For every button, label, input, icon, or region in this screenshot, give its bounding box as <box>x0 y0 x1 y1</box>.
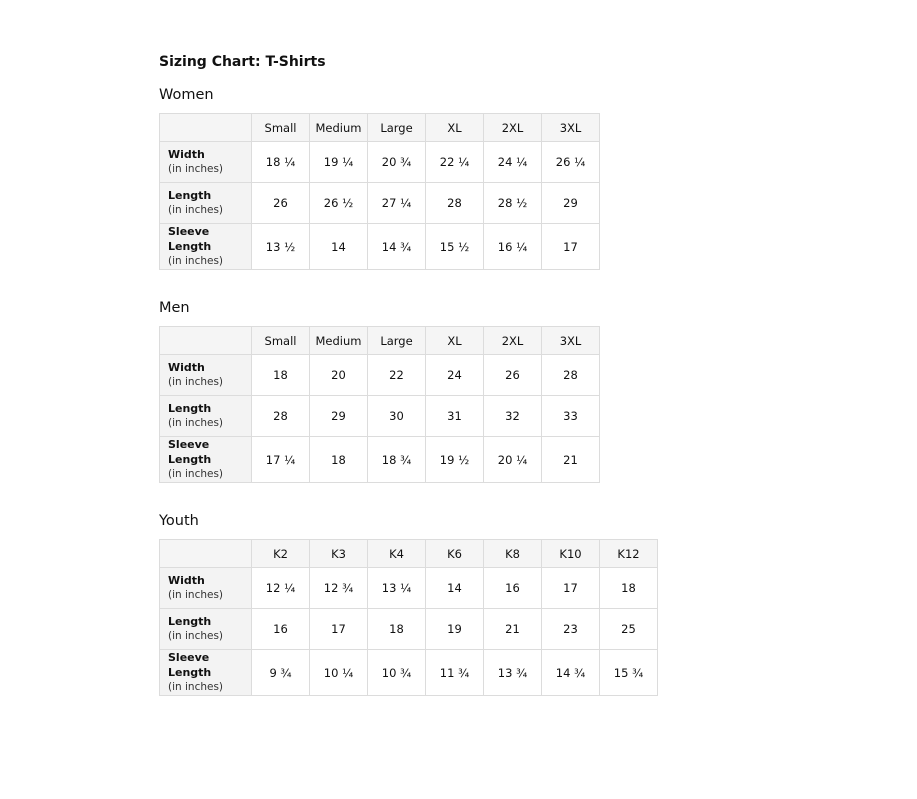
measurement-value: 18 <box>252 355 310 396</box>
size-header-small: Small <box>252 114 310 142</box>
measurement-value: 16 <box>252 609 310 650</box>
row-label <box>160 568 252 609</box>
measurement-value: 33 <box>542 396 600 437</box>
measurement-value: 23 <box>542 609 600 650</box>
measurement-value: 24 ¼ <box>484 142 542 183</box>
measurement-value: 10 ¾ <box>368 650 426 696</box>
youth-size-table <box>159 539 658 696</box>
row-label <box>160 183 252 224</box>
measurement-unit: (in inches) <box>168 255 224 267</box>
women-section-title: Women <box>159 87 214 103</box>
measurement-value: 21 <box>542 437 600 483</box>
measurement-value: 24 <box>426 355 484 396</box>
row-label <box>160 437 252 483</box>
row-label <box>160 355 252 396</box>
measurement-value: 29 <box>542 183 600 224</box>
measurement-name: Sleeve Length <box>168 225 212 253</box>
corner-cell <box>160 114 252 142</box>
table-row <box>160 183 600 224</box>
men-section-title: Men <box>159 300 190 316</box>
measurement-value: 13 ½ <box>252 224 310 270</box>
measurement-value: 30 <box>368 396 426 437</box>
measurement-value: 18 <box>368 609 426 650</box>
measurement-value: 9 ¾ <box>252 650 310 696</box>
measurement-value: 17 <box>542 568 600 609</box>
size-header-k2: K2 <box>252 540 310 568</box>
measurement-value: 17 <box>310 609 368 650</box>
measurement-value: 28 <box>426 183 484 224</box>
size-header-k6: K6 <box>426 540 484 568</box>
measurement-value: 15 ½ <box>426 224 484 270</box>
measurement-unit: (in inches) <box>168 589 224 601</box>
measurement-unit: (in inches) <box>168 163 224 175</box>
size-header-2xl: 2XL <box>484 114 542 142</box>
size-header-small: Small <box>252 327 310 355</box>
measurement-value: 31 <box>426 396 484 437</box>
row-label <box>160 224 252 270</box>
men-header-row <box>160 327 600 355</box>
measurement-value: 28 <box>252 396 310 437</box>
women-size-table <box>159 113 600 270</box>
table-row <box>160 355 600 396</box>
men-size-table <box>159 326 600 483</box>
measurement-value: 26 ¼ <box>542 142 600 183</box>
size-header-3xl: 3XL <box>542 327 600 355</box>
measurement-value: 16 ¼ <box>484 224 542 270</box>
measurement-value: 18 ¼ <box>252 142 310 183</box>
measurement-value: 21 <box>484 609 542 650</box>
women-header-row <box>160 114 600 142</box>
row-label <box>160 142 252 183</box>
youth-header-row <box>160 540 658 568</box>
measurement-value: 13 ¼ <box>368 568 426 609</box>
size-header-medium: Medium <box>310 114 368 142</box>
measurement-value: 32 <box>484 396 542 437</box>
corner-cell <box>160 540 252 568</box>
size-header-xl: XL <box>426 114 484 142</box>
measurement-value: 11 ¾ <box>426 650 484 696</box>
measurement-value: 18 <box>600 568 658 609</box>
table-row <box>160 142 600 183</box>
measurement-value: 26 ½ <box>310 183 368 224</box>
measurement-value: 13 ¾ <box>484 650 542 696</box>
measurement-name: Length <box>168 189 212 202</box>
table-row <box>160 437 600 483</box>
table-row <box>160 568 658 609</box>
measurement-value: 18 <box>310 437 368 483</box>
measurement-value: 28 <box>542 355 600 396</box>
measurement-value: 26 <box>252 183 310 224</box>
size-header-k12: K12 <box>600 540 658 568</box>
measurement-value: 28 ½ <box>484 183 542 224</box>
measurement-unit: (in inches) <box>168 681 224 693</box>
measurement-name: Sleeve Length <box>168 438 212 466</box>
row-label <box>160 609 252 650</box>
sizing-chart-document <box>159 53 658 696</box>
size-header-3xl: 3XL <box>542 114 600 142</box>
measurement-unit: (in inches) <box>168 468 224 480</box>
row-label <box>160 650 252 696</box>
measurement-unit: (in inches) <box>168 376 224 388</box>
size-header-k10: K10 <box>542 540 600 568</box>
measurement-name: Width <box>168 574 205 587</box>
row-label <box>160 396 252 437</box>
page-title: Sizing Chart: T-Shirts <box>159 54 326 70</box>
table-row <box>160 609 658 650</box>
measurement-name: Width <box>168 361 205 374</box>
measurement-value: 19 ½ <box>426 437 484 483</box>
measurement-name: Length <box>168 615 212 628</box>
size-header-k3: K3 <box>310 540 368 568</box>
measurement-value: 17 ¼ <box>252 437 310 483</box>
measurement-value: 25 <box>600 609 658 650</box>
measurement-value: 20 ¾ <box>368 142 426 183</box>
measurement-value: 10 ¼ <box>310 650 368 696</box>
measurement-value: 12 ¾ <box>310 568 368 609</box>
table-row <box>160 396 600 437</box>
measurement-value: 20 ¼ <box>484 437 542 483</box>
measurement-value: 14 <box>310 224 368 270</box>
size-header-large: Large <box>368 114 426 142</box>
measurement-value: 14 <box>426 568 484 609</box>
corner-cell <box>160 327 252 355</box>
size-header-large: Large <box>368 327 426 355</box>
measurement-value: 26 <box>484 355 542 396</box>
measurement-value: 29 <box>310 396 368 437</box>
measurement-name: Sleeve Length <box>168 651 212 679</box>
size-header-2xl: 2XL <box>484 327 542 355</box>
size-header-k8: K8 <box>484 540 542 568</box>
measurement-name: Width <box>168 148 205 161</box>
measurement-value: 22 ¼ <box>426 142 484 183</box>
measurement-value: 19 <box>426 609 484 650</box>
size-header-xl: XL <box>426 327 484 355</box>
measurement-unit: (in inches) <box>168 417 224 429</box>
table-row <box>160 224 600 270</box>
measurement-value: 22 <box>368 355 426 396</box>
measurement-name: Length <box>168 402 212 415</box>
measurement-unit: (in inches) <box>168 204 224 216</box>
youth-section-title: Youth <box>159 513 199 529</box>
measurement-value: 17 <box>542 224 600 270</box>
measurement-value: 14 ¾ <box>542 650 600 696</box>
measurement-value: 12 ¼ <box>252 568 310 609</box>
table-row <box>160 650 658 696</box>
measurement-value: 19 ¼ <box>310 142 368 183</box>
measurement-unit: (in inches) <box>168 630 224 642</box>
measurement-value: 18 ¾ <box>368 437 426 483</box>
size-header-medium: Medium <box>310 327 368 355</box>
measurement-value: 14 ¾ <box>368 224 426 270</box>
measurement-value: 27 ¼ <box>368 183 426 224</box>
size-header-k4: K4 <box>368 540 426 568</box>
measurement-value: 20 <box>310 355 368 396</box>
measurement-value: 16 <box>484 568 542 609</box>
measurement-value: 15 ¾ <box>600 650 658 696</box>
